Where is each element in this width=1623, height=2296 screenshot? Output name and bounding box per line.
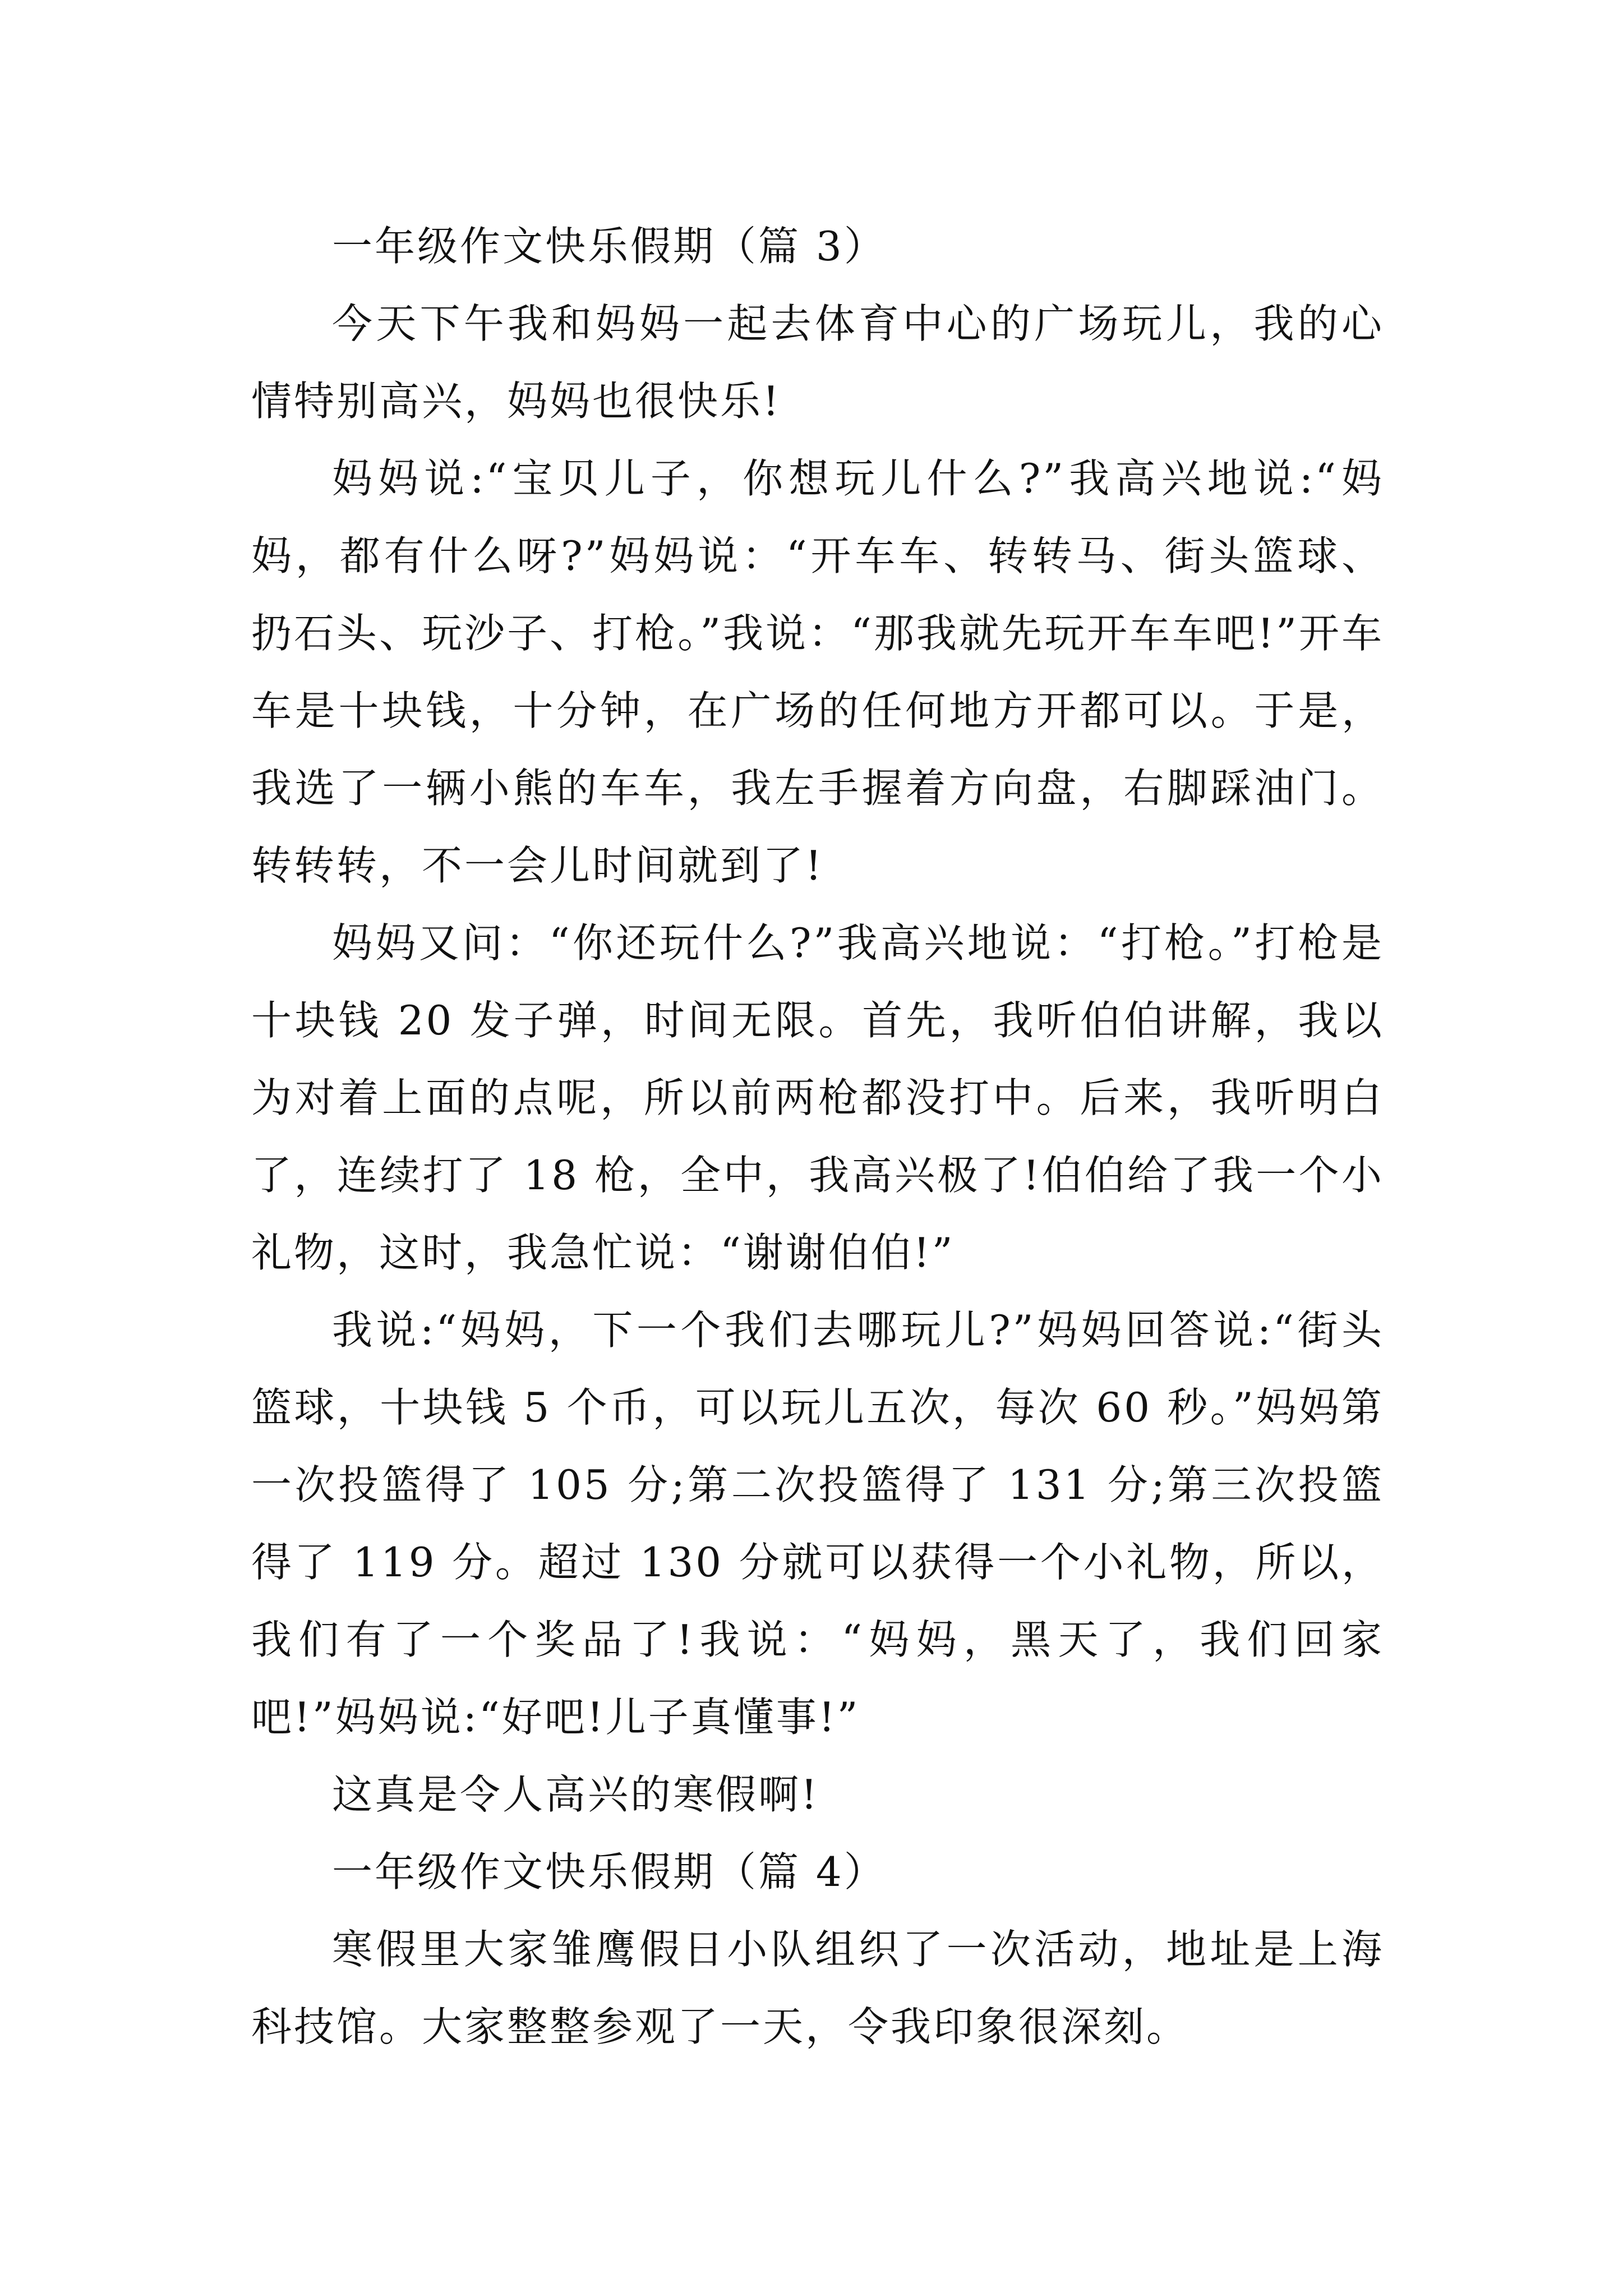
section-heading-3: 一年级作文快乐假期（篇 3） [332, 223, 887, 270]
paragraph: 我说:“妈妈，下一个我们去哪玩儿?”妈妈回答说:“街头篮球，十块钱 5 个币，可以玩儿五次，每次 60 秒。”妈妈第一次投篮得了 105 分;第二次投篮得了 131 分;第三次投篮得了 119 分。超过 130 分就可以获得一个小礼物，所以，我们有了一个奖品了!我说：“妈妈，黑天了，我们回家吧!”妈妈说:“好吧!儿子真懂事!” [251, 1306, 1384, 1741]
paragraph: 妈妈说:“宝贝儿子，你想玩儿什么?”我高兴地说:“妈妈，都有什么呀?”妈妈说：“开车车、转转马、街头篮球、扔石头、玩沙子、打枪。”我说：“那我就先玩开车车吧!”开车车是十块钱，十分钟，在广场的任何地方开都可以。于是，我选了一辆小熊的车车，我左手握着方向盘，右脚踩油门。转转转，不一会儿时间就到了! [251, 455, 1384, 889]
paragraph: 这真是令人高兴的寒假啊! [332, 1771, 819, 1818]
document-body [251, 208, 1384, 2065]
paragraph: 寒假里大家雏鹰假日小队组织了一次活动，地址是上海科技馆。大家整整参观了一天，令我印象很深刻。 [251, 1926, 1384, 2050]
paragraph: 妈妈又问：“你还玩什么?”我高兴地说：“打枪。”打枪是十块钱 20 发子弹，时间无限。首先，我听伯伯讲解，我以为对着上面的点呢，所以前两枪都没打中。后来，我听明白了，连续打了 18 枪，全中，我高兴极了!伯伯给了我一个小礼物，这时，我急忙说：“谢谢伯伯!” [251, 919, 1384, 1276]
section-heading-4: 一年级作文快乐假期（篇 4） [332, 1848, 887, 1895]
paragraph: 今天下午我和妈妈一起去体育中心的广场玩儿，我的心情特别高兴，妈妈也很快乐! [251, 300, 1384, 425]
